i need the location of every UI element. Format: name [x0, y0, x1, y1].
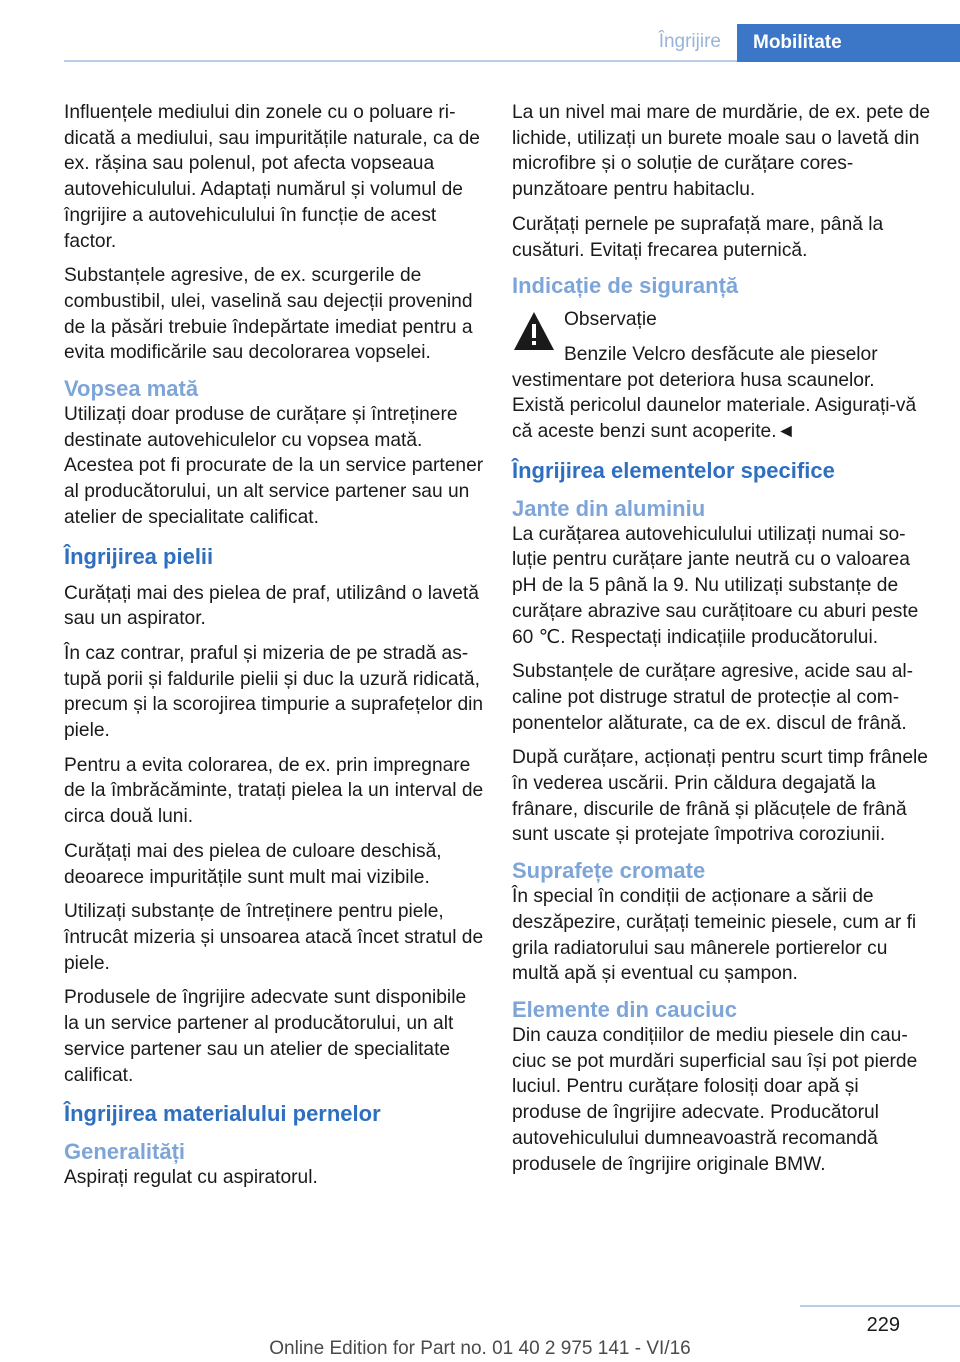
page-number: 229	[866, 1314, 900, 1336]
paragraph: Curățați mai des pielea de culoare deschisă, deoarece impuritățile sunt mult mai vizibile.	[64, 840, 442, 888]
tab-chapter[interactable]: Mobilitate	[737, 24, 960, 62]
heading-rubber-elements: Elemente din cauciuc	[512, 996, 737, 1022]
right-column	[512, 100, 932, 1186]
paragraph: După curățare, acționați pentru scurt timp frânele în vederea uscării. Prin căldura degajată la frânare, discurile de frână și plăcuțele de frână sunt uscate și protejate împotriva coroziunii.	[512, 747, 928, 846]
paragraph: Produsele de îngrijire adecvate sunt disponibile la un service partener al producătorului, un alt service partener sau un atelier de specialitate calificat.	[64, 987, 467, 1086]
paragraph: Aspirați regulat cu aspiratorul.	[64, 1167, 318, 1189]
warning-title: Observație	[564, 309, 657, 331]
heading-leather-care: Îngrijirea pielii	[64, 543, 214, 569]
paragraph: Pentru a evita colorarea, de ex. prin impregnare de la îmbrăcăminte, tratați pielea la un interval de circa două luni.	[64, 754, 484, 828]
paragraph: Utilizați doar produse de curățare și întreținere destinate autovehiculelor cu vopsea mată. Acestea pot fi procurate de la un service partener al producătorului, un alt service partener sau un atelier de specialitate calificat.	[64, 404, 484, 528]
heading-general: Generalități	[64, 1139, 186, 1165]
warning-block	[512, 307, 932, 333]
paragraph: Utilizați substanțe de întreținere pentru piele, întrucât mizeria și unsoarea atacă încet stratul de piele.	[64, 901, 484, 974]
heading-chrome-surfaces: Suprafețe cromate	[512, 858, 706, 884]
paragraph: Curățați pernele pe suprafață mare, până la cusături. Evitați frecarea puternică.	[512, 213, 884, 261]
paragraph: Substanțele de curățare agresive, acide sau alcaline pot distruge stratul de protecție al componentelor alăturate, ca de ex. discul de frână.	[512, 661, 914, 734]
footer-edition: Online Edition for Part no. 01 40 2 975 141 - VI/16	[269, 1338, 691, 1359]
paragraph: Din cauza condițiilor de mediu piesele din cauciuc se pot murdări superficial sau își pot pierde luciul. Pentru curățare folosiți doar apă și produse de îngrijire adecvate. Producătorul autovehiculului dumneavoastră recomandă produsele de îngrijire originale BMW.	[512, 1024, 918, 1175]
heading-upholstery-care: Îngrijirea materialului pernelor	[64, 1101, 381, 1127]
left-column	[64, 100, 484, 1200]
paragraph: La un nivel mai mare de murdărie, de ex. pete de lichide, utilizați un burete moale sau o lavetă din microfibre și o soluție de curățare corespunzătoare pentru habitaclu.	[512, 102, 931, 201]
heading-safety-note: Indicație de siguranță	[512, 273, 739, 299]
heading-specific-elements: Îngrijirea elementelor specifice	[512, 457, 835, 483]
paragraph: În special în condiții de acționare a sării de deszăpezire, curățați temeinic piesele, cum ar fi grila radiatorului sau mânerele portierelor cu multă apă și eventual cu șampon.	[512, 886, 917, 985]
paragraph: Substanțele agresive, de ex. scurgerile de combustibil, ulei, vaselină sau dejecții provenind de la păsări trebuie îndepărtate imediat pentru a evita modificările sau decolorarea vopselei.	[64, 265, 473, 364]
heading-alloy-wheels: Jante din aluminiu	[512, 495, 706, 521]
tab-section[interactable]: Îngrijire	[658, 31, 721, 52]
paragraph: În caz contrar, praful și mizeria de pe stradă astupă porii și faldurile pielii și duc la uzură ridicată, precum și la scorojirea timpurie a suprafețelor din piele.	[64, 642, 484, 742]
paragraph: Influențele mediului din zonele cu o poluare ridicată a mediului, sau impuritățile naturale, ca de ex. rășina sau polenul, pot afecta vopseaua autovehiculului. Adaptați numărul și volumul de îngrijire a autovehiculului în funcție de acest factor.	[64, 102, 480, 252]
footer-rule	[800, 1305, 960, 1307]
heading-matte-paint: Vopsea mată	[64, 376, 199, 402]
paragraph: Curățați mai des pielea de praf, utilizând o lavetă sau un aspirator.	[64, 582, 479, 630]
warning-text: Benzile Velcro desfăcute ale pieselor vestimentare pot deteriora husa scaunelor. Există pericolul daunelor materiale. Asigurați-vă că aceste benzi sunt acoperite.◄	[512, 343, 917, 443]
paragraph: La curățarea autovehiculului utilizați numai soluție pentru curățare jante neutră cu o valoarea pH de la 5 până la 9. Nu utilizați substanțe de curățare abrazive sau curățitoare cu aburi peste 60 ℃. Respectați indicațiile producătorului.	[512, 523, 919, 648]
warning-triangle-icon	[512, 310, 556, 352]
